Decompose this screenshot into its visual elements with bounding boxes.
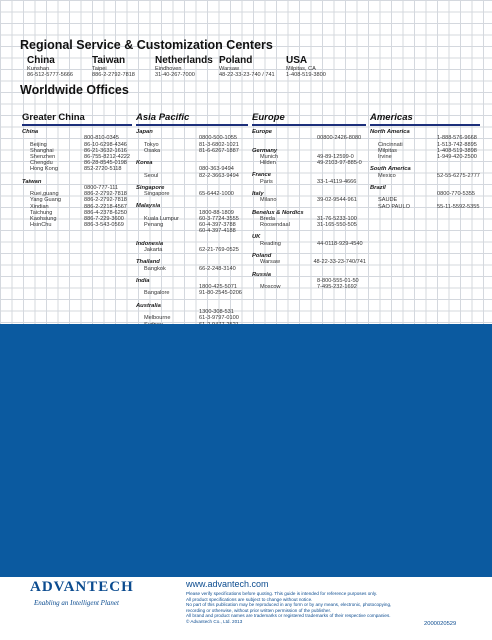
country-group	[252, 253, 366, 266]
office-phone: 1-888-576-9668	[437, 135, 477, 142]
office-city	[136, 228, 199, 234]
center-country: Poland	[219, 55, 253, 66]
office-city	[252, 135, 317, 141]
country-group	[136, 259, 248, 272]
office-phone: 886-7-229-3600	[84, 216, 124, 223]
office-phone: 1-513-742-8895	[437, 141, 477, 148]
center-city: Milpitas, CA	[286, 66, 316, 72]
region-title: Americas	[370, 112, 413, 123]
office-city: Beijing	[30, 141, 47, 148]
center-country: Taiwan	[92, 55, 126, 66]
office-row	[252, 259, 366, 265]
office-city: Jakarta	[144, 247, 163, 254]
region-title: Asia Pacific	[136, 112, 190, 123]
office-phone: 00800-2426-8080	[317, 135, 362, 142]
office-phone: 852-2720-5118	[84, 166, 122, 173]
country-group	[136, 241, 248, 254]
office-phone: 65-6442-1000	[199, 191, 234, 198]
office-phone: 82-2-3663-9494	[199, 172, 239, 179]
office-phone: 86-21-3632-1616	[84, 147, 127, 154]
office-city: Kuala Lumpur	[144, 216, 179, 223]
office-phone: 61-3-9797-0100	[199, 315, 239, 322]
office-phone: 60-4-397-4188	[199, 228, 236, 235]
office-row	[136, 173, 248, 179]
country-name: Malaysia	[136, 203, 161, 210]
office-phone: 81-3-6802-1021	[199, 141, 239, 148]
office-city: Shenzhen	[30, 154, 56, 161]
center-country: Netherlands	[155, 55, 213, 66]
office-city: Paris	[260, 178, 273, 185]
office-row	[22, 166, 132, 172]
office-row	[252, 197, 366, 203]
office-row	[252, 284, 366, 290]
region-title: Europe	[252, 112, 285, 123]
disclaimer-line: © Advantech Co., Ltd. 2013	[186, 618, 243, 624]
country-group	[252, 234, 366, 247]
office-city: Hong Kong	[30, 166, 58, 173]
office-phone: 800-810-0345	[84, 135, 119, 142]
center-phone: 31-40-267-7000	[155, 72, 195, 79]
region-column	[136, 112, 248, 334]
office-phone: 31-165-550-505	[317, 222, 357, 229]
service-center	[27, 55, 73, 78]
country-name: India	[136, 277, 150, 284]
office-phone: 080-363-9494	[199, 166, 234, 173]
office-city: SÃO PAULO	[378, 203, 410, 210]
office-phone: 86-28-8545-0198	[84, 160, 127, 167]
country-name: Korea	[136, 160, 153, 167]
office-phone: 1800-88-1809	[199, 209, 234, 216]
office-phone: 66-2-248-3140	[199, 265, 236, 272]
office-city: Mexico	[378, 172, 396, 179]
office-phone: 39-02-9544-961	[317, 197, 357, 204]
country-name: Benelux & Nordics	[252, 209, 304, 216]
service-center	[92, 55, 135, 78]
office-phone: 1800-425-5071	[199, 284, 237, 291]
region-underline	[370, 124, 480, 126]
office-city: Penang	[144, 222, 164, 229]
office-row	[370, 204, 480, 210]
tagline: Enabling an Intelligent Planet	[34, 599, 119, 607]
country-name: Taiwan	[22, 178, 42, 185]
office-phone: 48-22-33-23-740/741	[313, 259, 366, 266]
center-phone: 86-512-5777-5666	[27, 72, 74, 79]
country-name: Thailand	[136, 259, 160, 266]
country-name: Brazil	[370, 184, 386, 191]
country-name: UK	[252, 234, 261, 241]
office-phone: 1-408-519-3898	[437, 147, 477, 154]
office-city: Xindian	[30, 203, 49, 210]
office-phone: 91-80-2545-0206	[199, 290, 242, 297]
country-name: China	[22, 129, 39, 135]
office-city: Hilden	[260, 160, 276, 167]
worldwide-offices-heading: Worldwide Offices	[20, 83, 129, 97]
office-phone: 886-4-2378-6250	[84, 209, 127, 216]
country-name: Poland	[252, 253, 272, 260]
office-row	[136, 228, 248, 234]
disclaimer	[186, 591, 391, 625]
country-group	[252, 272, 366, 291]
country-name: Germany	[252, 147, 278, 154]
office-city: Ruei,guang	[30, 191, 59, 198]
center-phone: 886-2-2792-7818	[92, 72, 135, 79]
website-link[interactable]: www.advantech.com	[186, 579, 269, 589]
document-code: 2000020529	[424, 621, 457, 627]
office-phone: 31-76-5233-100	[317, 216, 357, 223]
center-phone: 1-408-519-3800	[286, 72, 326, 79]
country-group	[252, 210, 366, 229]
country-group	[136, 160, 248, 179]
office-city: Milpitas	[378, 147, 397, 154]
office-phone: 886-2-2218-4567	[84, 203, 127, 210]
office-city: Kaohsiung	[30, 216, 57, 223]
office-row	[370, 173, 480, 179]
disclaimer-line: recording or otherwise, without prior written permission of the publisher.	[186, 607, 332, 613]
region-column	[252, 112, 366, 296]
country-name: Indonesia	[136, 240, 164, 247]
country-group	[136, 185, 248, 198]
country-name: Italy	[252, 191, 264, 198]
office-city: Taichung	[30, 209, 53, 216]
office-phone: 49-89-12599-0	[317, 154, 354, 161]
office-phone: 0800-770-5355	[437, 191, 475, 198]
office-row	[252, 160, 366, 166]
region-column	[370, 112, 480, 216]
office-phone: 33-1-4119-4666	[317, 178, 357, 185]
office-city: Milano	[260, 197, 277, 204]
office-city: Osaka	[144, 147, 161, 154]
country-group	[370, 129, 480, 160]
country-name: Japan	[136, 129, 153, 135]
office-phone: 886-2-2792-7818	[84, 197, 127, 204]
center-country: China	[27, 55, 55, 66]
office-phone: 886-2-2792-7818	[84, 191, 127, 198]
office-city: Chengdu	[30, 160, 53, 167]
office-city: Melbourne	[144, 315, 171, 322]
office-phone: 86-755-8212-4222	[84, 154, 131, 161]
office-row	[252, 222, 366, 228]
office-phone: 49-2103-97-885-0	[317, 160, 362, 167]
office-city: Yang Guang	[30, 197, 61, 204]
region-title: Greater China	[22, 112, 85, 123]
center-city: Kunshan	[27, 66, 50, 72]
office-row	[252, 179, 366, 185]
office-row	[136, 247, 248, 253]
center-city: Eindhoven	[155, 66, 182, 72]
office-city: Seoul	[144, 172, 159, 179]
office-phone: 1300-308-531	[199, 309, 234, 316]
country-group	[252, 129, 366, 142]
office-row	[22, 222, 132, 228]
office-city: Bangkok	[144, 265, 166, 272]
office-row	[370, 154, 480, 160]
country-group	[136, 203, 248, 234]
office-phone: 8-800-555-01-50	[317, 278, 359, 285]
country-group	[370, 166, 480, 179]
office-phone: 1-949-420-2500	[437, 154, 477, 161]
region-underline	[22, 124, 132, 126]
disclaimer-line: Please verify specifications before quoting. This guide is intended for reference purposes only.	[186, 591, 378, 596]
office-city: Moscow	[260, 284, 281, 291]
country-group	[22, 129, 132, 173]
center-phone: 48-22-33-23-740 / 741	[219, 72, 275, 79]
office-city: Singapore	[144, 191, 170, 198]
office-phone: 62-21-769-0525	[199, 247, 239, 254]
country-name: Europe	[252, 129, 272, 135]
country-group	[252, 148, 366, 167]
office-row	[136, 266, 248, 272]
logo-wordmark: ADVANTECH	[30, 579, 134, 595]
office-row	[252, 241, 366, 247]
office-phone: 81-6-6267-1887	[199, 147, 239, 154]
office-city: Shanghai	[30, 147, 54, 154]
office-phone: 44-0118-929-4540	[317, 240, 363, 247]
office-city: Tokyo	[144, 141, 159, 148]
disclaimer-line: All product specifications are subject to change without notice.	[186, 596, 313, 602]
region-underline	[252, 124, 366, 126]
office-city: Warsaw	[260, 259, 280, 266]
office-city: HsinChu	[30, 222, 52, 229]
office-row	[136, 148, 248, 154]
office-city: Bangalore	[144, 290, 170, 297]
office-city: Breda	[260, 216, 275, 223]
disclaimer-line: All brand and product names are trademarks or registered trademarks of their respective companies.	[186, 613, 391, 619]
region-underline	[136, 124, 248, 126]
country-group	[252, 191, 366, 204]
office-city: Irvine	[378, 154, 392, 161]
center-city: Taipei	[92, 66, 107, 72]
region-column	[22, 112, 132, 234]
office-phone: 55-11-5592-5355	[437, 203, 480, 210]
office-row	[136, 191, 248, 197]
country-name: France	[252, 172, 272, 179]
country-name: Australia	[136, 302, 161, 309]
office-phone: 86-10-6298-4346	[84, 141, 127, 148]
service-center	[219, 55, 275, 78]
office-city: Reading	[260, 240, 281, 247]
office-row	[136, 290, 248, 296]
footer	[0, 577, 492, 640]
country-name: South America	[370, 166, 411, 173]
office-phone: 60-3-7724-3555	[199, 216, 239, 223]
office-city: Munich	[260, 154, 279, 161]
advantech-logo	[30, 579, 134, 596]
country-group	[252, 172, 366, 185]
country-name: North America	[370, 129, 410, 135]
service-center	[286, 55, 326, 78]
office-phone: 52-55-6275-2777	[437, 172, 480, 179]
country-group	[136, 129, 248, 154]
office-row	[252, 135, 366, 141]
country-group	[370, 185, 480, 210]
country-group	[22, 179, 132, 229]
office-phone: 886-3-543-0569	[84, 222, 124, 229]
office-city: Cincinnati	[378, 141, 403, 148]
center-country: USA	[286, 55, 308, 66]
office-city: Roosendaal	[260, 222, 290, 229]
office-phone: 0800-777-111	[84, 185, 119, 192]
country-name: Russia	[252, 271, 272, 278]
country-group	[136, 278, 248, 297]
office-city: SAÚDE	[378, 197, 398, 204]
service-center	[155, 55, 213, 78]
office-phone: 7-495-232-1692	[317, 284, 357, 291]
service-centers-heading: Regional Service & Customization Centers	[20, 38, 273, 52]
disclaimer-line: No part of this publication may be reproduced in any form or by any means, electronic, photocopying,	[186, 602, 392, 608]
country-name: Singapore	[136, 184, 165, 191]
office-phone: 0800-500-1055	[199, 135, 237, 142]
office-phone: 60-4-397-3788	[199, 222, 236, 229]
center-city: Warsaw	[219, 66, 239, 72]
